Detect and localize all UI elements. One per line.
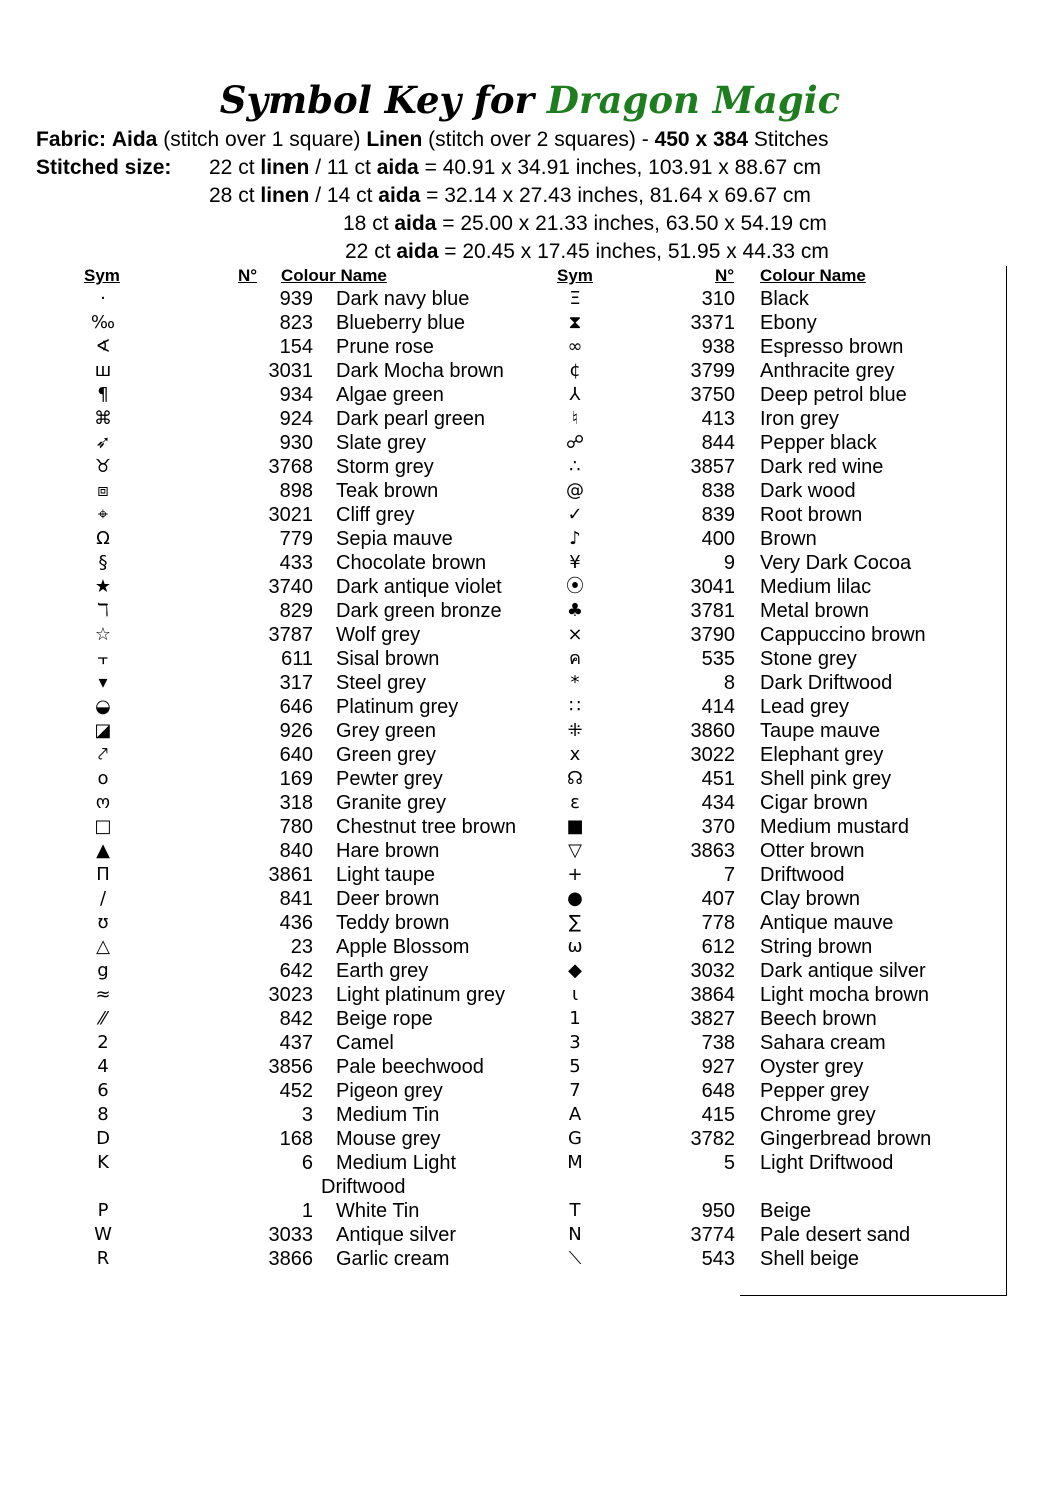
colour-name: Algae green bbox=[336, 384, 444, 406]
colour-name: Teak brown bbox=[336, 480, 439, 502]
dmc-number: 3041 bbox=[690, 576, 735, 598]
colour-name: Dark wood bbox=[760, 480, 856, 502]
symbol-glyph: x bbox=[569, 744, 581, 765]
symbol-glyph: 4 bbox=[97, 1056, 109, 1077]
symbol-glyph: Ξ bbox=[569, 288, 581, 309]
colour-name: Medium Tin bbox=[336, 1104, 440, 1126]
symbol-glyph: ∴ bbox=[569, 456, 581, 477]
colour-name: Stone grey bbox=[760, 648, 857, 670]
colour-name: Dark green bronze bbox=[336, 600, 502, 622]
symbol-glyph: N bbox=[568, 1224, 582, 1245]
colour-name: Beige bbox=[760, 1200, 812, 1222]
dmc-number: 950 bbox=[701, 1200, 735, 1222]
symbol-glyph: ➶ bbox=[95, 432, 111, 453]
header-name-right: Colour Name bbox=[760, 266, 866, 285]
dmc-number: 3864 bbox=[690, 984, 735, 1006]
colour-name: Wolf grey bbox=[336, 624, 421, 646]
symbol-glyph: ⨯ bbox=[567, 624, 583, 645]
dmc-number: 400 bbox=[701, 528, 735, 550]
dmc-number: 3 bbox=[301, 1104, 313, 1126]
dmc-number: 648 bbox=[701, 1080, 735, 1102]
colour-name: Sepia mauve bbox=[336, 528, 453, 550]
design-name: Dragon Magic bbox=[546, 78, 841, 122]
symbol-glyph: ∞ bbox=[567, 336, 583, 357]
dmc-number: 3866 bbox=[268, 1248, 313, 1270]
dmc-number: 407 bbox=[701, 888, 735, 910]
dmc-number: 3782 bbox=[690, 1128, 735, 1150]
size-count: 22 ct bbox=[209, 156, 255, 179]
dmc-number: 3740 bbox=[268, 576, 313, 598]
symbol-glyph: 6 bbox=[97, 1080, 109, 1101]
colour-name: Shell pink grey bbox=[760, 768, 892, 790]
dmc-number: 9 bbox=[723, 552, 735, 574]
symbol-glyph: 7 bbox=[569, 1080, 581, 1101]
dmc-number: 612 bbox=[701, 936, 735, 958]
colour-name: Platinum grey bbox=[336, 696, 459, 718]
symbol-glyph: ▾ bbox=[98, 672, 108, 693]
symbol-glyph: D bbox=[96, 1128, 110, 1149]
colour-name: Sahara cream bbox=[760, 1032, 886, 1054]
colour-name: Elephant grey bbox=[760, 744, 884, 766]
symbol-glyph: M bbox=[567, 1152, 583, 1173]
symbol-glyph: ♣ bbox=[566, 600, 584, 621]
stitch-count: 450 x 384 bbox=[654, 128, 749, 151]
dmc-number: 3022 bbox=[690, 744, 735, 766]
colour-name: Cappuccino brown bbox=[760, 624, 926, 646]
symbol-glyph: ∑ bbox=[568, 912, 582, 933]
symbol-glyph: ⟍ bbox=[568, 1248, 582, 1269]
symbol-glyph: ¥ bbox=[569, 552, 581, 573]
dmc-number: 3799 bbox=[690, 360, 735, 382]
size-value: = 32.14 x 27.43 inches, 81.64 x 69.67 cm bbox=[426, 184, 811, 207]
colour-name: Gingerbread brown bbox=[760, 1128, 932, 1150]
colour-name: Clay brown bbox=[760, 888, 861, 910]
dmc-number: 3860 bbox=[690, 720, 735, 742]
symbol-glyph: / bbox=[99, 888, 107, 909]
dmc-number: 23 bbox=[290, 936, 313, 958]
stitched-size-label-text: Stitched size: bbox=[36, 156, 172, 179]
symbol-glyph: ◆ bbox=[568, 960, 582, 981]
colour-name: Hare brown bbox=[336, 840, 440, 862]
dmc-number: 3856 bbox=[268, 1056, 313, 1078]
symbol-glyph: ⤤ bbox=[97, 744, 109, 765]
dmc-number: 3768 bbox=[268, 456, 313, 478]
dmc-number: 939 bbox=[279, 288, 313, 310]
header-num-left: N° bbox=[238, 266, 258, 285]
size-fabric: linen bbox=[260, 184, 310, 207]
symbol-glyph: 2 bbox=[97, 1032, 109, 1053]
dmc-number: 452 bbox=[279, 1080, 313, 1102]
symbol-glyph: ♪ bbox=[569, 528, 581, 549]
size-line-4 bbox=[345, 238, 829, 266]
symbol-glyph: ⧈ bbox=[97, 480, 109, 501]
colour-name: Light taupe bbox=[336, 864, 435, 886]
colour-name: Medium Light bbox=[336, 1152, 457, 1174]
symbol-glyph: ω bbox=[567, 936, 583, 957]
colour-name: Pewter grey bbox=[336, 768, 443, 790]
header-name-left: Colour Name bbox=[281, 266, 387, 285]
dmc-number: 370 bbox=[701, 816, 735, 838]
colour-name: Light mocha brown bbox=[760, 984, 929, 1006]
header-sym-left: Sym bbox=[84, 266, 120, 285]
symbol-glyph: ☆ bbox=[94, 624, 112, 645]
symbol-glyph: ♮ bbox=[571, 408, 579, 429]
symbol-glyph: 1 bbox=[569, 1008, 581, 1029]
size-fabric: aida bbox=[396, 240, 439, 263]
dmc-number: 924 bbox=[279, 408, 313, 430]
dmc-number: 3787 bbox=[268, 624, 313, 646]
dmc-number: 415 bbox=[701, 1104, 735, 1126]
dmc-number: 3021 bbox=[268, 504, 313, 526]
header-sym-right: Sym bbox=[557, 266, 593, 285]
symbol-glyph: g bbox=[97, 960, 109, 981]
symbol-glyph: ⅄ bbox=[569, 384, 581, 405]
dmc-number: 926 bbox=[279, 720, 313, 742]
dmc-number: 3031 bbox=[268, 360, 313, 382]
dmc-number: 898 bbox=[279, 480, 313, 502]
symbol-glyph: ▲ bbox=[96, 840, 110, 861]
colour-name: Grey green bbox=[336, 720, 437, 742]
symbol-glyph: ☊ bbox=[567, 768, 583, 789]
colour-name: Dark antique violet bbox=[336, 576, 502, 598]
colour-name: Very Dark Cocoa bbox=[760, 552, 912, 574]
symbol-glyph: § bbox=[98, 552, 108, 573]
dmc-number: 841 bbox=[279, 888, 313, 910]
symbol-glyph: ∷ bbox=[569, 696, 581, 717]
size-fabric: aida bbox=[394, 212, 437, 235]
colour-name: Steel grey bbox=[336, 672, 427, 694]
symbol-glyph: ш bbox=[94, 360, 112, 381]
dmc-number: 738 bbox=[701, 1032, 735, 1054]
colour-name: Teddy brown bbox=[336, 912, 450, 934]
symbol-glyph: ⫟ bbox=[97, 648, 109, 669]
size-count: 18 ct bbox=[343, 212, 389, 235]
dmc-number: 436 bbox=[279, 912, 313, 934]
size-fabric: aida bbox=[378, 184, 421, 207]
colour-name: Chestnut tree brown bbox=[336, 816, 517, 838]
dmc-number: 8 bbox=[723, 672, 735, 694]
colour-name: Pepper black bbox=[760, 432, 877, 454]
dmc-number: 780 bbox=[279, 816, 313, 838]
colour-name: Chrome grey bbox=[760, 1104, 876, 1126]
bottom-border-line bbox=[740, 1295, 1007, 1296]
dmc-number: 646 bbox=[279, 696, 313, 718]
size-value: = 25.00 x 21.33 inches, 63.50 x 54.19 cm bbox=[442, 212, 827, 235]
symbol-glyph: @ bbox=[566, 480, 584, 501]
symbol-glyph: ɛ bbox=[570, 792, 580, 813]
size-count: 28 ct bbox=[209, 184, 255, 207]
dmc-number: 3861 bbox=[268, 864, 313, 886]
colour-name: Chocolate brown bbox=[336, 552, 487, 574]
symbol-glyph: ☍ bbox=[565, 432, 585, 453]
dmc-number: 838 bbox=[701, 480, 735, 502]
colour-name: Pigeon grey bbox=[336, 1080, 443, 1102]
colour-name: Metal brown bbox=[760, 600, 869, 622]
dmc-number: 434 bbox=[701, 792, 735, 814]
symbol-glyph: ◪ bbox=[94, 720, 112, 741]
symbol-glyph: Ω bbox=[96, 528, 110, 549]
dmc-number: 3023 bbox=[268, 984, 313, 1006]
size-fabric: linen bbox=[260, 156, 310, 179]
symbol-glyph: ■ bbox=[566, 816, 584, 837]
symbol-glyph: P bbox=[97, 1200, 109, 1221]
symbol-glyph: R bbox=[96, 1248, 110, 1269]
symbol-glyph: · bbox=[100, 288, 106, 309]
dmc-number: 1 bbox=[301, 1200, 313, 1222]
stitches-word: Stitches bbox=[753, 128, 829, 151]
symbol-glyph: G bbox=[568, 1128, 582, 1149]
size-line-1 bbox=[209, 154, 821, 182]
size-line-2 bbox=[209, 182, 811, 210]
size-value: = 20.45 x 17.45 inches, 51.95 x 44.33 cm bbox=[444, 240, 829, 263]
dmc-number: 3371 bbox=[690, 312, 735, 334]
colour-name: Pepper grey bbox=[760, 1080, 869, 1102]
dmc-number: 839 bbox=[701, 504, 735, 526]
header-num-right: N° bbox=[715, 266, 735, 285]
symbol-glyph: K bbox=[97, 1152, 109, 1173]
symbol-glyph: ⌖ bbox=[97, 504, 109, 525]
symbol-glyph: ♉ bbox=[94, 456, 112, 477]
colour-name: Deep petrol blue bbox=[760, 384, 907, 406]
symbol-glyph: ค bbox=[568, 648, 582, 669]
symbol-glyph: ∢ bbox=[95, 336, 111, 357]
colour-name: Garlic cream bbox=[336, 1248, 450, 1270]
size-sep: / 14 ct bbox=[315, 184, 373, 207]
fabric-aida: Aida bbox=[111, 128, 158, 151]
dmc-number: 640 bbox=[279, 744, 313, 766]
dmc-number: 3750 bbox=[690, 384, 735, 406]
title-prefix: Symbol Key for bbox=[219, 78, 535, 122]
colour-name: Cigar brown bbox=[760, 792, 868, 814]
colour-name: Medium lilac bbox=[760, 576, 872, 598]
dmc-number: 829 bbox=[279, 600, 313, 622]
dmc-number: 930 bbox=[279, 432, 313, 454]
colour-name: Dark pearl green bbox=[336, 408, 485, 430]
symbol-glyph: ⁜ bbox=[567, 720, 583, 741]
symbol-glyph: 5 bbox=[569, 1056, 581, 1077]
symbol-glyph: ⁄⁄ bbox=[99, 1008, 106, 1029]
colour-name: Iron grey bbox=[760, 408, 839, 430]
fabric-label: Fabric: bbox=[36, 128, 107, 151]
dmc-number: 318 bbox=[279, 792, 313, 814]
colour-name: Dark Driftwood bbox=[760, 672, 893, 694]
colour-name: White Tin bbox=[336, 1200, 420, 1222]
colour-name: Dark red wine bbox=[760, 456, 884, 478]
size-count: 22 ct bbox=[345, 240, 391, 263]
symbol-glyph: ¶ bbox=[97, 384, 109, 405]
colour-name: Dark Mocha brown bbox=[336, 360, 504, 382]
dmc-number: 3781 bbox=[690, 600, 735, 622]
symbol-glyph: 3 bbox=[569, 1032, 581, 1053]
colour-name: Earth grey bbox=[336, 960, 429, 982]
dmc-number: 842 bbox=[279, 1008, 313, 1030]
symbol-glyph: ▽ bbox=[568, 840, 582, 861]
colour-name: Storm grey bbox=[336, 456, 434, 478]
symbol-glyph: ◒ bbox=[95, 696, 111, 717]
colour-name-continued: Driftwood bbox=[321, 1176, 406, 1198]
dmc-number: 3857 bbox=[690, 456, 735, 478]
symbol-glyph: ℸ bbox=[97, 600, 109, 621]
dmc-number: 779 bbox=[279, 528, 313, 550]
colour-name: Prune rose bbox=[336, 336, 434, 358]
dmc-number: 414 bbox=[701, 696, 735, 718]
colour-name: Taupe mauve bbox=[760, 720, 881, 742]
dmc-number: 451 bbox=[701, 768, 735, 790]
dmc-number: 3033 bbox=[268, 1224, 313, 1246]
colour-name: Light platinum grey bbox=[336, 984, 505, 1006]
dmc-number: 3032 bbox=[690, 960, 735, 982]
colour-name: Dark antique silver bbox=[760, 960, 926, 982]
colour-name: Brown bbox=[760, 528, 817, 550]
dmc-number: 778 bbox=[701, 912, 735, 934]
symbol-glyph: o bbox=[97, 768, 109, 789]
colour-name: Antique mauve bbox=[760, 912, 894, 934]
colour-name: Sisal brown bbox=[336, 648, 440, 670]
dmc-number: 169 bbox=[279, 768, 313, 790]
stitched-size-label bbox=[36, 154, 171, 182]
symbol-glyph: ო bbox=[95, 792, 111, 813]
colour-name: Green grey bbox=[336, 744, 437, 766]
page-title bbox=[0, 78, 1060, 122]
colour-name: Granite grey bbox=[336, 792, 447, 814]
symbol-glyph: * bbox=[570, 672, 580, 693]
dmc-number: 317 bbox=[279, 672, 313, 694]
symbol-glyph: ⌘ bbox=[94, 408, 112, 429]
symbol-glyph: △ bbox=[96, 936, 110, 957]
colour-name: Oyster grey bbox=[760, 1056, 864, 1078]
colour-name: Mouse grey bbox=[336, 1128, 441, 1150]
symbol-glyph: W bbox=[94, 1224, 112, 1245]
symbol-glyph: ɩ bbox=[571, 984, 579, 1005]
colour-name: Ebony bbox=[760, 312, 817, 334]
size-fabric: aida bbox=[376, 156, 419, 179]
colour-name: Beige rope bbox=[336, 1008, 433, 1030]
dmc-number: 437 bbox=[279, 1032, 313, 1054]
dmc-number: 938 bbox=[701, 336, 735, 358]
dmc-number: 7 bbox=[723, 864, 735, 886]
colour-name: Pale beechwood bbox=[336, 1056, 484, 1078]
colour-name: Apple Blossom bbox=[336, 936, 470, 958]
right-border-line bbox=[1006, 266, 1007, 1296]
colour-name: Driftwood bbox=[760, 864, 845, 886]
dmc-number: 154 bbox=[279, 336, 313, 358]
dmc-number: 3827 bbox=[690, 1008, 735, 1030]
fabric-linen-note: (stitch over 2 squares) - bbox=[428, 128, 649, 151]
dmc-number: 927 bbox=[701, 1056, 735, 1078]
dmc-number: 934 bbox=[279, 384, 313, 406]
colour-name: Root brown bbox=[760, 504, 863, 526]
dmc-number: 413 bbox=[701, 408, 735, 430]
colour-name: Shell beige bbox=[760, 1248, 859, 1270]
colour-name: Light Driftwood bbox=[760, 1152, 894, 1174]
dmc-number: 840 bbox=[279, 840, 313, 862]
dmc-number: 823 bbox=[279, 312, 313, 334]
symbol-glyph: ⧗ bbox=[568, 312, 582, 333]
colour-name: Blueberry blue bbox=[336, 312, 465, 334]
symbol-glyph: ʊ bbox=[97, 912, 109, 933]
colour-name: String brown bbox=[760, 936, 873, 958]
symbol-glyph: A bbox=[568, 1104, 582, 1125]
dmc-number: 844 bbox=[701, 432, 735, 454]
dmc-number: 5 bbox=[723, 1152, 735, 1174]
dmc-number: 433 bbox=[279, 552, 313, 574]
colour-name: Espresso brown bbox=[760, 336, 904, 358]
symbol-glyph: □ bbox=[94, 816, 112, 837]
symbol-glyph: + bbox=[567, 864, 583, 885]
dmc-number: 310 bbox=[701, 288, 735, 310]
colour-name: Camel bbox=[336, 1032, 394, 1054]
colour-name: Dark navy blue bbox=[336, 288, 470, 310]
colour-name: Deer brown bbox=[336, 888, 440, 910]
dmc-number: 3774 bbox=[690, 1224, 735, 1246]
dmc-number: 3790 bbox=[690, 624, 735, 646]
size-sep: / 11 ct bbox=[315, 156, 371, 179]
dmc-number: 168 bbox=[279, 1128, 313, 1150]
colour-name: Black bbox=[760, 288, 809, 310]
symbol-glyph: ★ bbox=[94, 576, 112, 597]
symbol-glyph: ‰ bbox=[90, 312, 116, 333]
symbol-glyph: Π bbox=[96, 864, 110, 885]
colour-name: Otter brown bbox=[760, 840, 865, 862]
dmc-number: 611 bbox=[281, 648, 313, 670]
symbol-glyph: T bbox=[569, 1200, 581, 1221]
colour-name: Medium mustard bbox=[760, 816, 909, 838]
dmc-number: 543 bbox=[701, 1248, 735, 1270]
colour-name: Lead grey bbox=[760, 696, 849, 718]
colour-name: Pale desert sand bbox=[760, 1224, 911, 1246]
symbol-glyph: ⦿ bbox=[566, 576, 584, 597]
symbol-glyph: ¢ bbox=[569, 360, 581, 381]
size-value: = 40.91 x 34.91 inches, 103.91 x 88.67 cm bbox=[424, 156, 821, 179]
colour-name: Anthracite grey bbox=[760, 360, 895, 382]
colour-name: Slate grey bbox=[336, 432, 427, 454]
colour-name: Beech brown bbox=[760, 1008, 877, 1030]
symbol-glyph: ✓ bbox=[567, 504, 583, 525]
dmc-number: 3863 bbox=[690, 840, 735, 862]
fabric-linen: Linen bbox=[366, 128, 423, 151]
dmc-number: 6 bbox=[301, 1152, 313, 1174]
colour-name: Cliff grey bbox=[336, 504, 415, 526]
dmc-number: 642 bbox=[279, 960, 313, 982]
size-line-3 bbox=[343, 210, 827, 238]
symbol-glyph: 8 bbox=[97, 1104, 109, 1125]
fabric-line bbox=[36, 126, 829, 154]
colour-name: Antique silver bbox=[336, 1224, 457, 1246]
symbol-glyph: ≈ bbox=[95, 984, 111, 1005]
dmc-number: 535 bbox=[701, 648, 735, 670]
symbol-glyph: ● bbox=[567, 888, 583, 909]
fabric-aida-note: (stitch over 1 square) bbox=[163, 128, 361, 151]
